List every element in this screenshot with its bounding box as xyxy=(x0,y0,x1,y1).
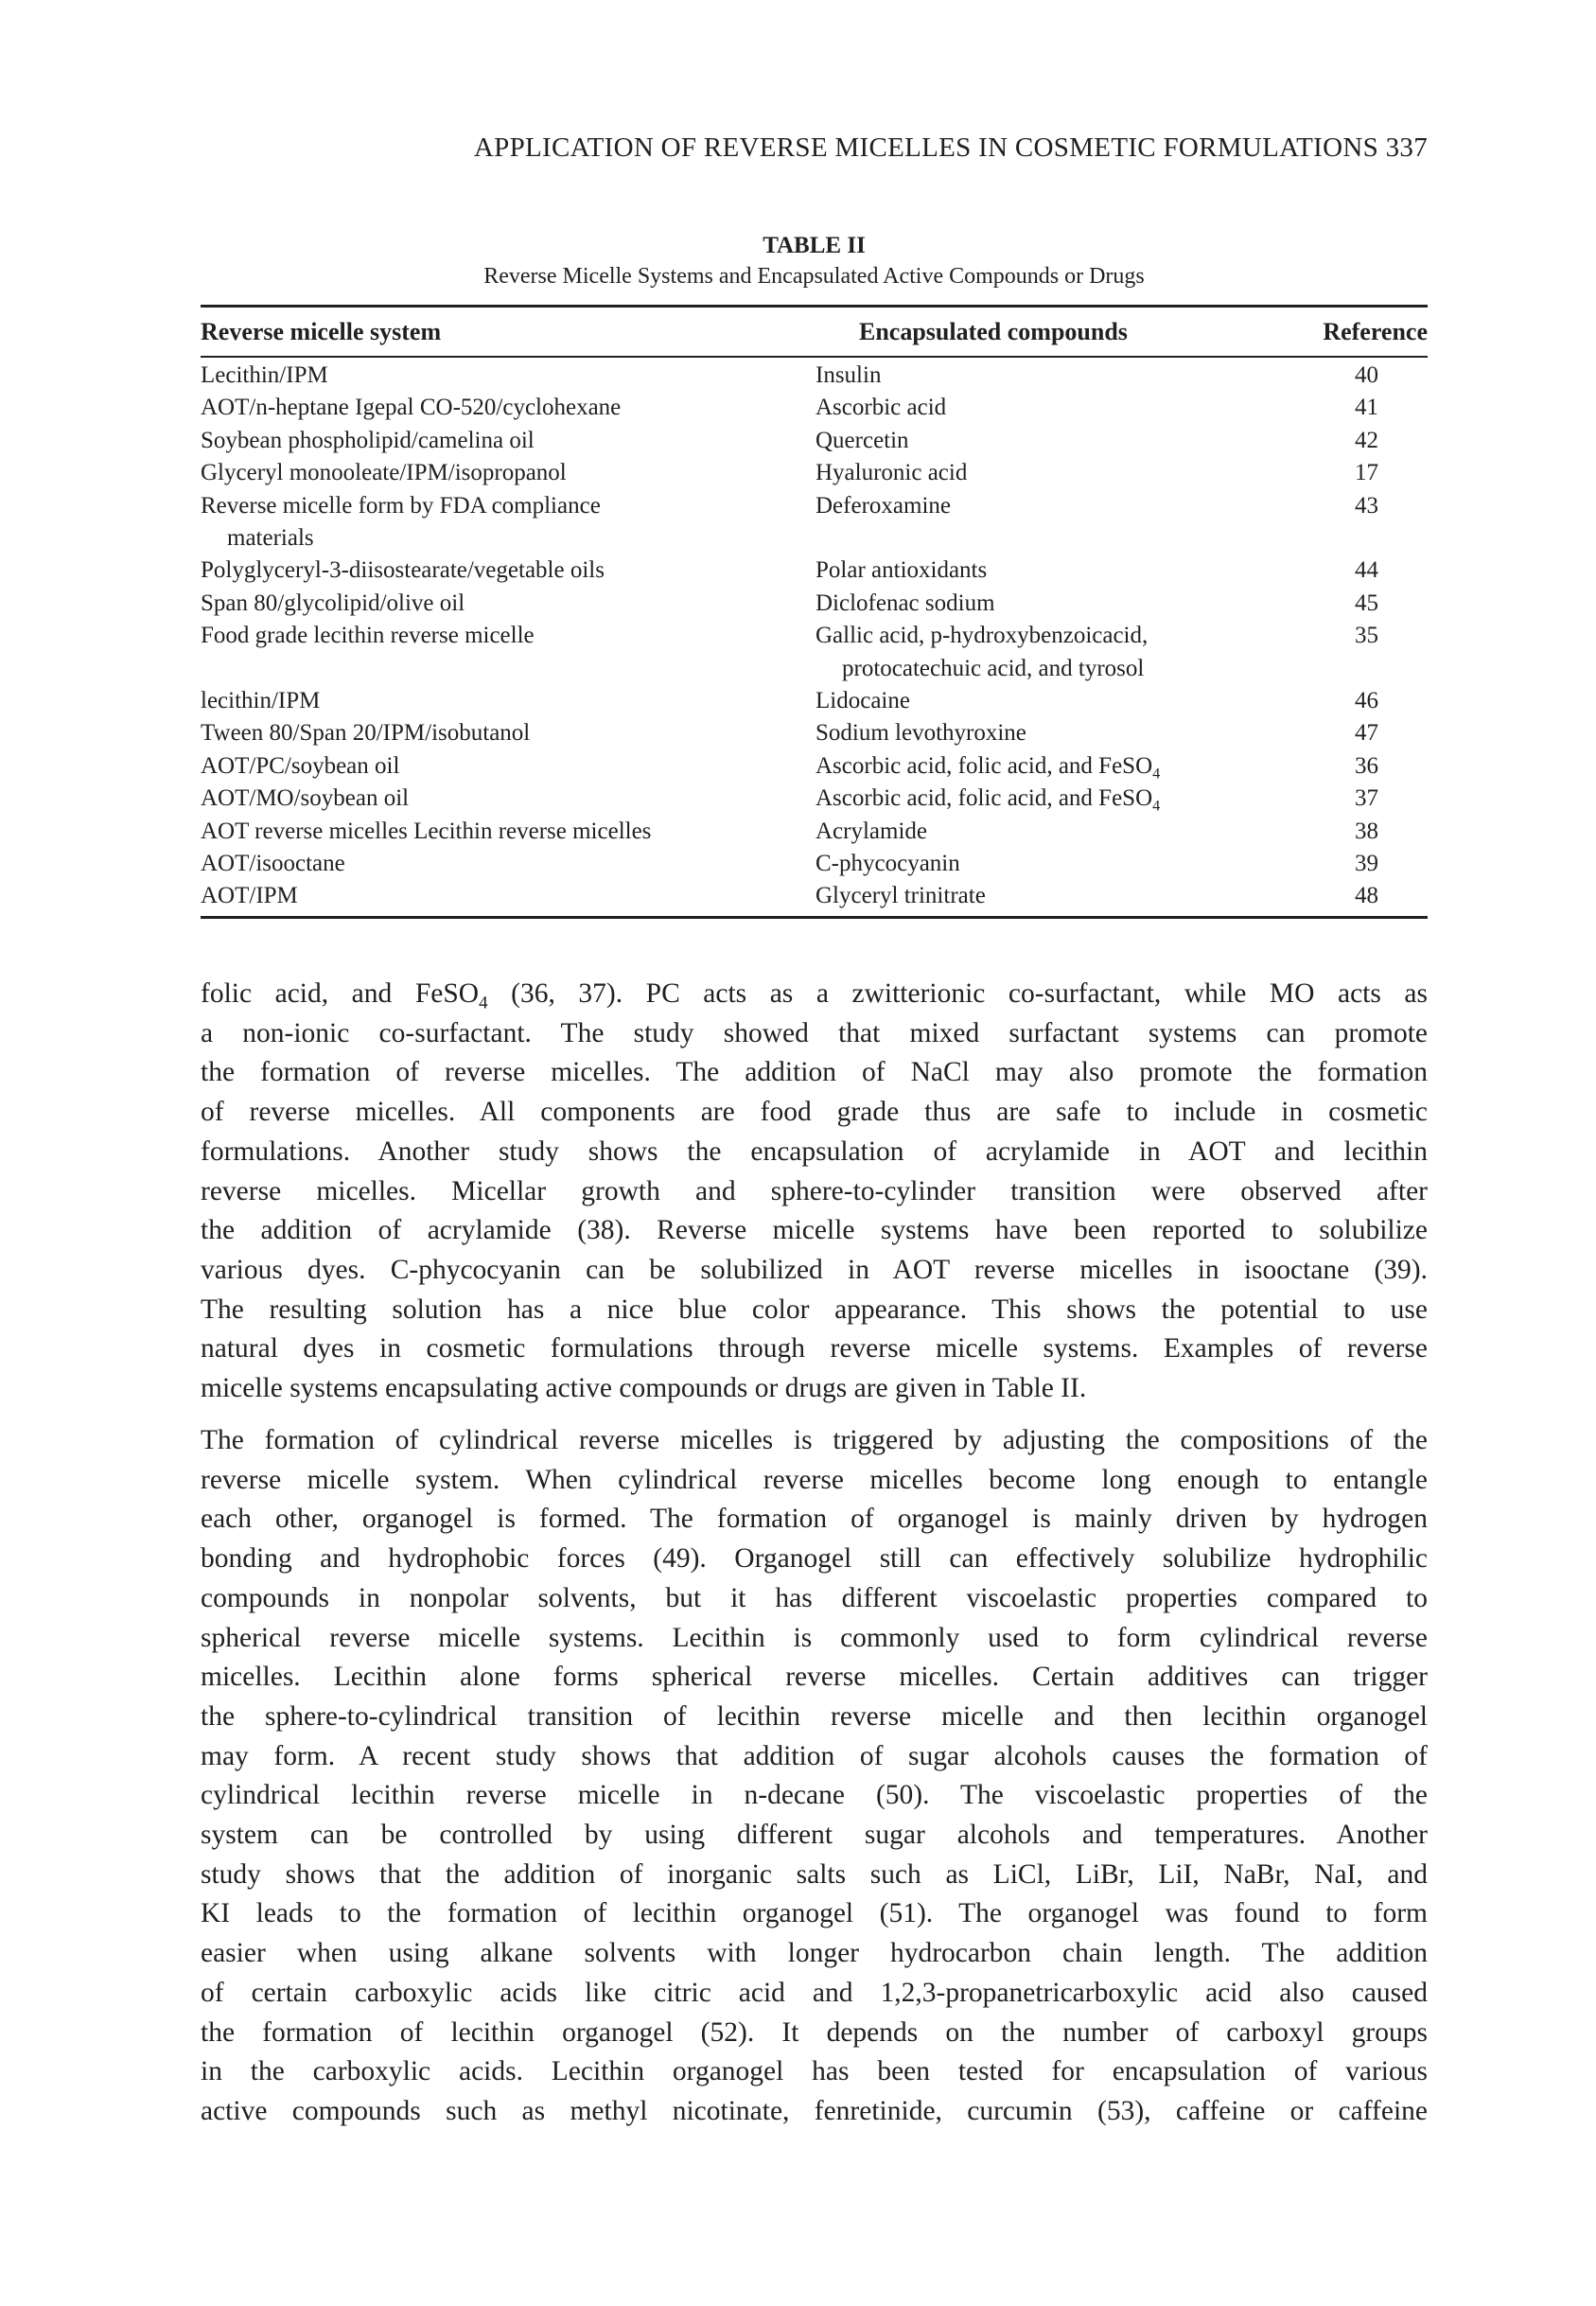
paragraph-line: The resulting solution has a nice blue color appearance. This shows the potential to use xyxy=(201,1294,1428,1325)
cell-text: Food grade lecithin reverse micelle xyxy=(201,623,535,649)
cell-text: AOT/n-heptane Igepal CO-520/cyclohexane xyxy=(201,395,622,421)
cell-text: lecithin/IPM xyxy=(201,687,321,713)
cell-text: Diclofenac sodium xyxy=(816,590,995,616)
table-title: TABLE II xyxy=(763,233,866,258)
table-row xyxy=(201,490,1428,555)
table-row xyxy=(201,620,1428,685)
cell-compound xyxy=(816,620,1307,685)
cell-text: Sodium levothyroxine xyxy=(816,720,1026,747)
paragraph-line: micelles. Lecithin alone forms spherical reverse micelles. Certain additives can trigger xyxy=(201,1662,1428,1693)
cell-text: Quercetin xyxy=(816,427,909,453)
cell-text: AOT/IPM xyxy=(201,883,298,909)
paragraph-line: study shows that the addition of inorganic salts such as LiCl, LiBr, LiI, NaBr, NaI, and xyxy=(201,1858,1428,1890)
cell-reference: 17 xyxy=(1355,460,1378,486)
cell-text: Polyglyceryl-3-diisostearate/vegetable oils xyxy=(201,557,605,584)
paragraph-line: system can be controlled by using different sugar alcohols and temperatures. Another xyxy=(201,1820,1428,1851)
paragraph-line: formulations. Another study shows the encapsulation of acrylamide in AOT and lecithin xyxy=(201,1135,1428,1167)
cell-text: Span 80/glycolipid/olive oil xyxy=(201,590,465,616)
cell-system xyxy=(201,457,787,489)
paragraph-line: cylindrical lecithin reverse micelle in n-decane (50). The viscoelastic properties of the xyxy=(201,1780,1428,1811)
cell-reference: 36 xyxy=(1355,752,1378,779)
column-header-compounds: Encapsulated compounds xyxy=(859,318,1128,345)
table-row xyxy=(201,750,1428,783)
cell-reference: 43 xyxy=(1355,492,1378,519)
cell-compound xyxy=(816,360,1307,392)
cell-text: Glyceryl trinitrate xyxy=(816,883,986,909)
paragraph-line: natural dyes in cosmetic formulations through reverse micelle systems. Examples of reverse xyxy=(201,1333,1428,1364)
paragraph-line: may form. A recent study shows that addition of sugar alcohols causes the formation of xyxy=(201,1740,1428,1771)
paragraph-line: each other, organogel is formed. The formation of organogel is mainly driven by hydrogen xyxy=(201,1504,1428,1535)
paragraph-line: easier when using alkane solvents with longer hydrocarbon chain length. The addition xyxy=(201,1938,1428,1969)
cell-reference: 37 xyxy=(1355,785,1378,812)
table-row xyxy=(201,554,1428,587)
cell-text: Gallic acid, p-hydroxybenzoicacid, xyxy=(816,623,1149,649)
paragraph-line: the addition of acrylamide (38). Reverse micelle systems have been reported to solubilize xyxy=(201,1215,1428,1246)
cell-reference: 40 xyxy=(1355,362,1378,388)
table-row xyxy=(201,783,1428,815)
cell-text: Polar antioxidants xyxy=(816,557,988,584)
column-header-reference: Reference xyxy=(1323,318,1428,345)
cell-text: Deferoxamine xyxy=(816,492,951,519)
cell-system xyxy=(201,685,787,717)
cell-text: Lidocaine xyxy=(816,687,910,713)
cell-text: C-phycocyanin xyxy=(816,850,960,876)
cell-compound xyxy=(816,783,1307,815)
cell-system xyxy=(201,880,787,912)
cell-reference: 38 xyxy=(1355,818,1378,844)
cell-system xyxy=(201,360,787,392)
column-header-system: Reverse micelle system xyxy=(201,318,442,345)
cell-compound xyxy=(816,880,1307,912)
cell-system xyxy=(201,783,787,815)
cell-system xyxy=(201,717,787,749)
cell-system xyxy=(201,620,787,652)
cell-text: Ascorbic acid, folic acid, and FeSO xyxy=(816,752,1153,779)
cell-text: Reverse micelle form by FDA compliance xyxy=(201,492,601,519)
table-row xyxy=(201,717,1428,749)
table-row xyxy=(201,816,1428,848)
cell-reference: 35 xyxy=(1355,623,1378,649)
paragraph-line xyxy=(201,975,1428,1014)
paragraph-line: reverse micelle system. When cylindrical reverse micelles become long enough to entangle xyxy=(201,1464,1428,1495)
cell-system xyxy=(201,392,787,424)
table-bottom-rule xyxy=(201,916,1428,919)
cell-text: Soybean phospholipid/camelina oil xyxy=(201,427,535,453)
cell-system xyxy=(201,425,787,457)
cell-text: Glyceryl monooleate/IPM/isopropanol xyxy=(201,460,567,486)
cell-reference: 41 xyxy=(1355,395,1378,421)
paragraph-line: of reverse micelles. All components are food grade thus are safe to include in cosmetic xyxy=(201,1097,1428,1128)
cell-system xyxy=(201,588,787,620)
paragraph-line: various dyes. C-phycocyanin can be solubilized in AOT reverse micelles in isooctane (39). xyxy=(201,1254,1428,1285)
cell-text-cont: materials xyxy=(227,524,314,551)
cell-text: Ascorbic acid, folic acid, and FeSO xyxy=(816,785,1153,812)
table-caption: Reverse Micelle Systems and Encapsulated Active Compounds or Drugs xyxy=(483,264,1145,289)
table-top-rule xyxy=(201,305,1428,308)
cell-text: AOT/PC/soybean oil xyxy=(201,752,400,779)
table-header-rule xyxy=(201,356,1428,358)
paragraph-line: active compounds such as methyl nicotinate, fenretinide, curcumin (53), caffeine or caffeine xyxy=(201,2095,1428,2126)
running-head: APPLICATION OF REVERSE MICELLES IN COSMETIC FORMULATIONS 337 xyxy=(473,132,1428,163)
paragraph-line: KI leads to the formation of lecithin organogel (51). The organogel was found to form xyxy=(201,1898,1428,1929)
cell-reference: 46 xyxy=(1355,687,1378,713)
cell-text: Lecithin/IPM xyxy=(201,362,328,388)
paragraph-line: a non-ionic co-surfactant. The study showed that mixed surfactant systems can promote xyxy=(201,1017,1428,1048)
table-row xyxy=(201,360,1428,392)
paragraph-line: bonding and hydrophobic forces (49). Organogel still can effectively solubilize hydrophilic xyxy=(201,1543,1428,1575)
paragraph-line: in the carboxylic acids. Lecithin organogel has been tested for encapsulation of various xyxy=(201,2056,1428,2087)
paragraph-line: spherical reverse micelle systems. Lecithin is commonly used to form cylindrical reverse xyxy=(201,1622,1428,1653)
cell-compound xyxy=(816,588,1307,620)
table-body xyxy=(201,360,1428,913)
paragraph-line: the formation of reverse micelles. The addition of NaCl may also promote the formation xyxy=(201,1057,1428,1088)
cell-compound xyxy=(816,425,1307,457)
cell-text: Ascorbic acid xyxy=(816,395,947,421)
cell-compound xyxy=(816,685,1307,717)
cell-reference: 45 xyxy=(1355,590,1378,616)
paragraph-2 xyxy=(201,1421,1428,2132)
cell-text: AOT/MO/soybean oil xyxy=(201,785,410,812)
cell-text: Hyaluronic acid xyxy=(816,460,968,486)
table-row xyxy=(201,685,1428,717)
cell-compound xyxy=(816,816,1307,848)
cell-reference: 42 xyxy=(1355,427,1378,453)
table-row xyxy=(201,848,1428,880)
cell-compound xyxy=(816,554,1307,587)
subscript: 4 xyxy=(1152,797,1161,815)
cell-text: AOT/isooctane xyxy=(201,850,345,876)
table-row xyxy=(201,392,1428,424)
cell-system xyxy=(201,848,787,880)
cell-compound xyxy=(816,490,1307,522)
text-run: folic acid, and FeSO xyxy=(201,978,480,1009)
cell-text: AOT reverse micelles Lecithin reverse micelles xyxy=(201,818,652,844)
cell-text-cont: protocatechuic acid, and tyrosol xyxy=(842,655,1145,681)
cell-text: Insulin xyxy=(816,362,882,388)
paragraph-line: reverse micelles. Micellar growth and sphere-to-cylinder transition were observed after xyxy=(201,1175,1428,1206)
cell-compound xyxy=(816,457,1307,489)
text-run: (36, 37). PC acts as a zwitterionic co-surfactant, while MO acts as xyxy=(487,978,1428,1009)
cell-compound xyxy=(816,750,1307,783)
cell-compound xyxy=(816,848,1307,880)
paragraph-1 xyxy=(201,975,1428,1409)
cell-system xyxy=(201,554,787,587)
table-row xyxy=(201,588,1428,620)
cell-system xyxy=(201,750,787,783)
cell-system xyxy=(201,490,787,555)
subscript: 4 xyxy=(1152,765,1161,783)
table-row xyxy=(201,425,1428,457)
paragraph-line: micelle systems encapsulating active compounds or drugs are given in Table II. xyxy=(201,1373,1087,1404)
table-row xyxy=(201,880,1428,912)
cell-reference: 47 xyxy=(1355,720,1378,747)
paragraph-line: the sphere-to-cylindrical transition of lecithin reverse micelle and then lecithin organogel xyxy=(201,1700,1428,1732)
cell-text: Acrylamide xyxy=(816,818,928,844)
paragraph-line: the formation of lecithin organogel (52). It depends on the number of carboxyl groups xyxy=(201,2016,1428,2048)
paragraph-line: of certain carboxylic acids like citric acid and 1,2,3-propanetricarboxylic acid also caused xyxy=(201,1977,1428,2008)
subscript: 4 xyxy=(479,993,488,1013)
table-row xyxy=(201,457,1428,489)
cell-compound xyxy=(816,717,1307,749)
cell-system xyxy=(201,816,787,848)
cell-text: Tween 80/Span 20/IPM/isobutanol xyxy=(201,720,531,747)
cell-compound xyxy=(816,392,1307,424)
paragraph-line: The formation of cylindrical reverse micelles is triggered by adjusting the compositions of the xyxy=(201,1425,1428,1455)
cell-reference: 48 xyxy=(1355,883,1378,909)
paragraph-line: compounds in nonpolar solvents, but it has different viscoelastic properties compared to xyxy=(201,1582,1428,1613)
cell-reference: 39 xyxy=(1355,850,1378,876)
cell-reference: 44 xyxy=(1355,557,1378,584)
